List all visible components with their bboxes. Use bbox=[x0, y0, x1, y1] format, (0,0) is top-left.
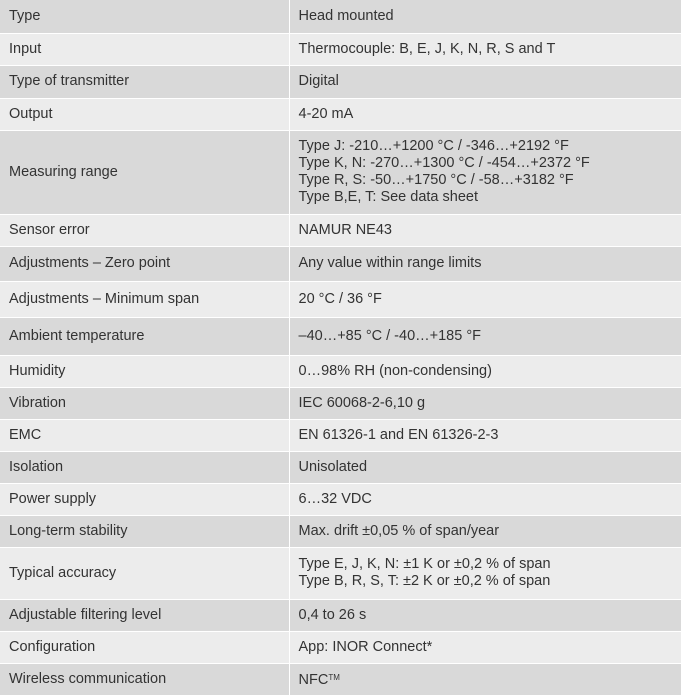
table-row bbox=[0, 98, 681, 130]
spec-label: Isolation bbox=[0, 451, 289, 483]
spec-label: Type bbox=[0, 0, 289, 33]
spec-label: Adjustments – Zero point bbox=[0, 246, 289, 281]
spec-label: Input bbox=[0, 33, 289, 65]
spec-value-line: Type R, S: -50…+1750 °C / -58…+3182 °F bbox=[299, 172, 681, 189]
spec-value: NAMUR NE43 bbox=[289, 214, 681, 246]
spec-label: Wireless communication bbox=[0, 663, 289, 695]
spec-label: EMC bbox=[0, 419, 289, 451]
table-row bbox=[0, 663, 681, 695]
spec-value-line: Type B, R, S, T: ±2 K or ±0,2 % of span bbox=[299, 573, 681, 590]
spec-label: Ambient temperature bbox=[0, 317, 289, 355]
table-row bbox=[0, 214, 681, 246]
spec-value-text: NFC bbox=[299, 672, 329, 688]
spec-label: Vibration bbox=[0, 387, 289, 419]
trademark-mark: TM bbox=[328, 673, 340, 682]
table-row bbox=[0, 33, 681, 65]
spec-value: Unisolated bbox=[289, 451, 681, 483]
spec-value: Thermocouple: B, E, J, K, N, R, S and T bbox=[289, 33, 681, 65]
spec-value-line: Type B,E, T: See data sheet bbox=[299, 189, 681, 206]
spec-label: Type of transmitter bbox=[0, 65, 289, 98]
spec-value-line: Type J: -210…+1200 °C / -346…+2192 °F bbox=[299, 138, 681, 155]
table-row bbox=[0, 483, 681, 515]
spec-label: Adjustable filtering level bbox=[0, 599, 289, 631]
spec-value bbox=[289, 547, 681, 599]
spec-label: Long-term stability bbox=[0, 515, 289, 547]
spec-value: 0…98% RH (non-condensing) bbox=[289, 355, 681, 387]
spec-value: 0,4 to 26 s bbox=[289, 599, 681, 631]
spec-label: Sensor error bbox=[0, 214, 289, 246]
table-row bbox=[0, 515, 681, 547]
table-row bbox=[0, 419, 681, 451]
spec-value: –40…+85 °C / -40…+185 °F bbox=[289, 317, 681, 355]
spec-value: Head mounted bbox=[289, 0, 681, 33]
spec-value: Digital bbox=[289, 65, 681, 98]
table-row bbox=[0, 130, 681, 214]
table-row bbox=[0, 387, 681, 419]
spec-value: 20 °C / 36 °F bbox=[289, 281, 681, 317]
spec-value: App: INOR Connect* bbox=[289, 631, 681, 663]
spec-value: 4-20 mA bbox=[289, 98, 681, 130]
table-row bbox=[0, 599, 681, 631]
spec-value: 6…32 VDC bbox=[289, 483, 681, 515]
spec-value: IEC 60068-2-6,10 g bbox=[289, 387, 681, 419]
spec-label: Humidity bbox=[0, 355, 289, 387]
spec-value-line: Type K, N: -270…+1300 °C / -454…+2372 °F bbox=[299, 155, 681, 172]
spec-value-line: Type E, J, K, N: ±1 K or ±0,2 % of span bbox=[299, 556, 681, 573]
spec-label: Adjustments – Minimum span bbox=[0, 281, 289, 317]
spec-label: Configuration bbox=[0, 631, 289, 663]
spec-value bbox=[289, 663, 681, 695]
table-row bbox=[0, 547, 681, 599]
table-row bbox=[0, 65, 681, 98]
table-row bbox=[0, 0, 681, 33]
spec-value bbox=[289, 130, 681, 214]
spec-label: Output bbox=[0, 98, 289, 130]
table-row bbox=[0, 317, 681, 355]
spec-label: Measuring range bbox=[0, 130, 289, 214]
spec-label: Typical accuracy bbox=[0, 547, 289, 599]
table-row bbox=[0, 246, 681, 281]
spec-value: Any value within range limits bbox=[289, 246, 681, 281]
table-row bbox=[0, 281, 681, 317]
table-row bbox=[0, 451, 681, 483]
table-row bbox=[0, 355, 681, 387]
spec-value: Max. drift ±0,05 % of span/year bbox=[289, 515, 681, 547]
spec-value: EN 61326-1 and EN 61326-2-3 bbox=[289, 419, 681, 451]
table-row bbox=[0, 631, 681, 663]
spec-label: Power supply bbox=[0, 483, 289, 515]
